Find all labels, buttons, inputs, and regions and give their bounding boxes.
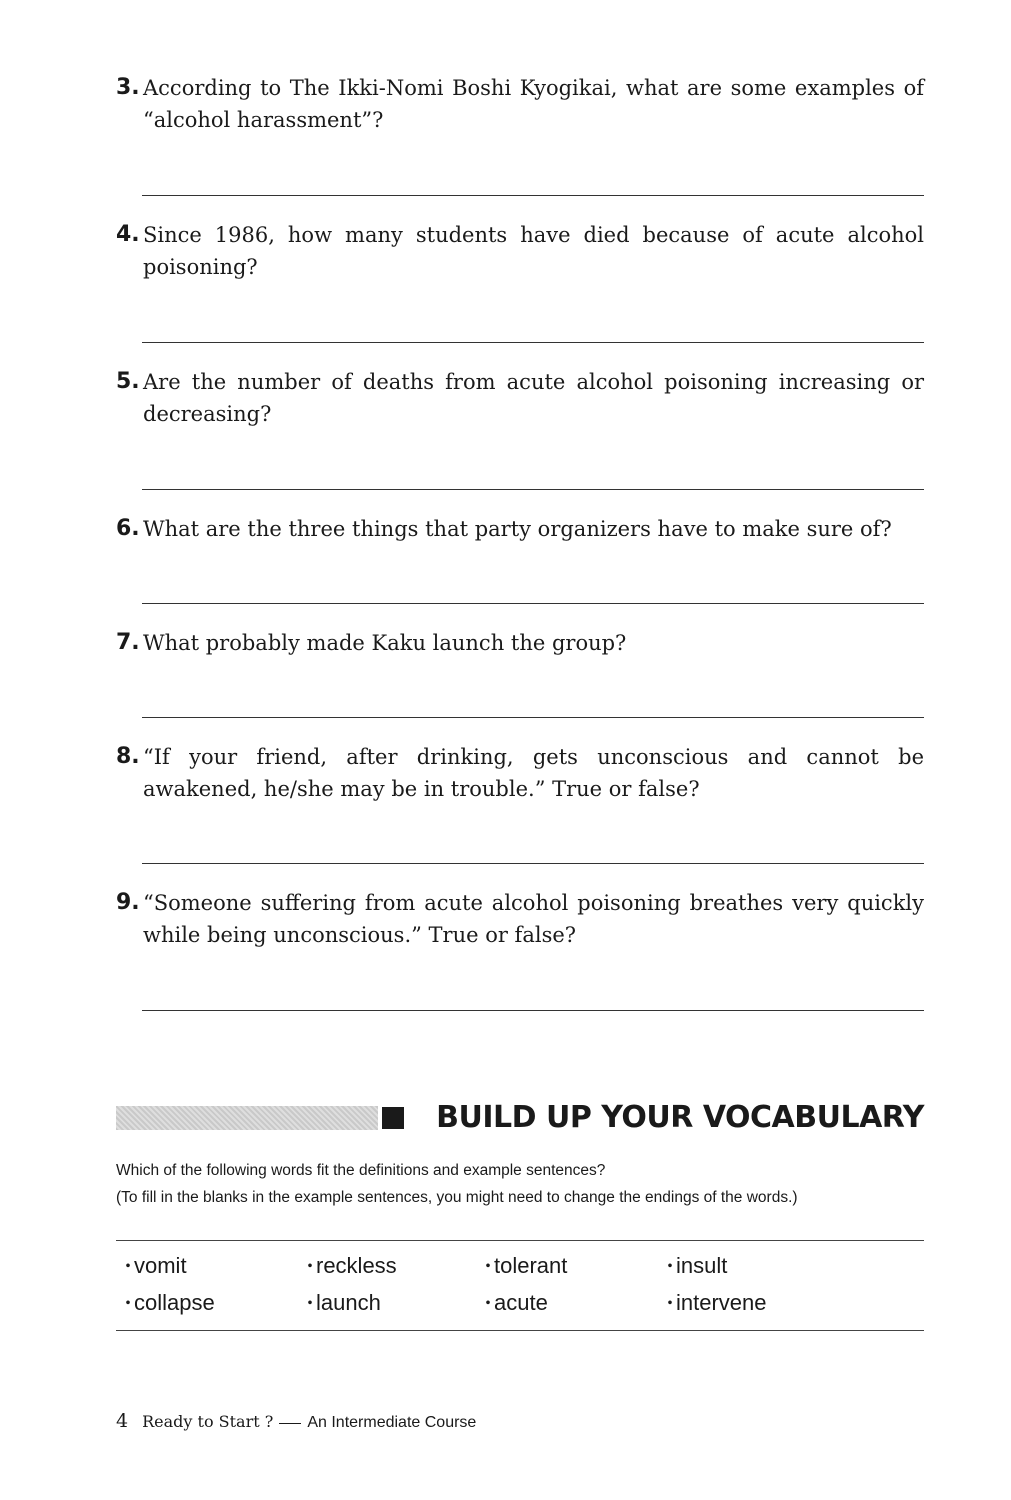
word-item (660, 1289, 767, 1318)
question-9 (116, 887, 924, 951)
answer-line-3[interactable] (142, 195, 924, 196)
question-5 (116, 366, 924, 430)
section-title: BUILD UP YOUR VOCABULARY (436, 1100, 924, 1135)
question-text: What are the three things that party organizers have to make sure of? (143, 517, 892, 541)
question-text: “Someone suffering from acute alcohol poisoning breathes very quickly while being unconscious.” True or false? (143, 891, 924, 947)
book-title: Ready to Start ? (142, 1412, 274, 1431)
answer-line-5[interactable] (142, 489, 924, 490)
question-text: Since 1986, how many students have died because of acute alcohol poisoning? (143, 223, 924, 279)
page-footer (116, 1408, 476, 1434)
word-label: collapse (134, 1290, 215, 1315)
question-number: 4. (116, 222, 140, 247)
question-number: 8. (116, 744, 140, 769)
word-item (478, 1289, 548, 1318)
question-number: 6. (116, 516, 140, 541)
word-label: vomit (134, 1253, 187, 1278)
question-number: 3. (116, 75, 140, 100)
bullet-icon: ・ (660, 1293, 680, 1315)
answer-line-8[interactable] (142, 863, 924, 864)
instruction-line-1: Which of the following words fit the definitions and example sentences? (116, 1162, 606, 1179)
bullet-icon: ・ (660, 1256, 680, 1278)
page-number: 4 (116, 1410, 129, 1432)
word-label: launch (316, 1290, 381, 1315)
question-number: 7. (116, 630, 140, 655)
question-text: What probably made Kaku launch the group? (143, 631, 627, 655)
bullet-icon: ・ (118, 1293, 138, 1315)
word-label: acute (494, 1290, 548, 1315)
word-label: intervene (676, 1290, 767, 1315)
answer-line-6[interactable] (142, 603, 924, 604)
word-item (300, 1252, 397, 1281)
bullet-icon: ・ (300, 1256, 320, 1278)
question-8 (116, 741, 924, 805)
question-text: “If your friend, after drinking, gets unconscious and cannot be awakened, he/she may be in trouble.” True or false? (143, 745, 924, 801)
bullet-icon: ・ (118, 1256, 138, 1278)
word-item (118, 1289, 215, 1318)
question-number: 5. (116, 369, 140, 394)
question-7 (116, 627, 924, 659)
question-number: 9. (116, 890, 140, 915)
word-label: tolerant (494, 1253, 568, 1278)
bullet-icon: ・ (300, 1293, 320, 1315)
word-box-bottom-rule (116, 1330, 924, 1331)
question-text: According to The Ikki-Nomi Boshi Kyogikai, what are some examples of “alcohol harassment”? (143, 76, 924, 132)
question-3 (116, 72, 924, 136)
bullet-icon: ・ (478, 1293, 498, 1315)
word-item (300, 1289, 381, 1318)
word-item (478, 1252, 567, 1281)
em-dash (279, 1423, 301, 1424)
book-subtitle: An Intermediate Course (307, 1414, 477, 1431)
answer-line-9[interactable] (142, 1010, 924, 1011)
section-header (116, 1100, 924, 1135)
word-item (660, 1252, 727, 1281)
header-decorative-bar (116, 1106, 378, 1130)
question-4 (116, 219, 924, 283)
question-6 (116, 513, 924, 545)
answer-line-4[interactable] (142, 342, 924, 343)
bullet-icon: ・ (478, 1256, 498, 1278)
square-bullet-icon (382, 1107, 404, 1129)
instruction-line-2: (To fill in the blanks in the example sentences, you might need to change the endings of the words.) (116, 1189, 798, 1206)
word-box-top-rule (116, 1240, 924, 1241)
answer-line-7[interactable] (142, 717, 924, 718)
word-label: reckless (316, 1253, 397, 1278)
word-label: insult (676, 1253, 728, 1278)
word-item (118, 1252, 187, 1281)
question-text: Are the number of deaths from acute alcohol poisoning increasing or decreasing? (143, 370, 924, 426)
